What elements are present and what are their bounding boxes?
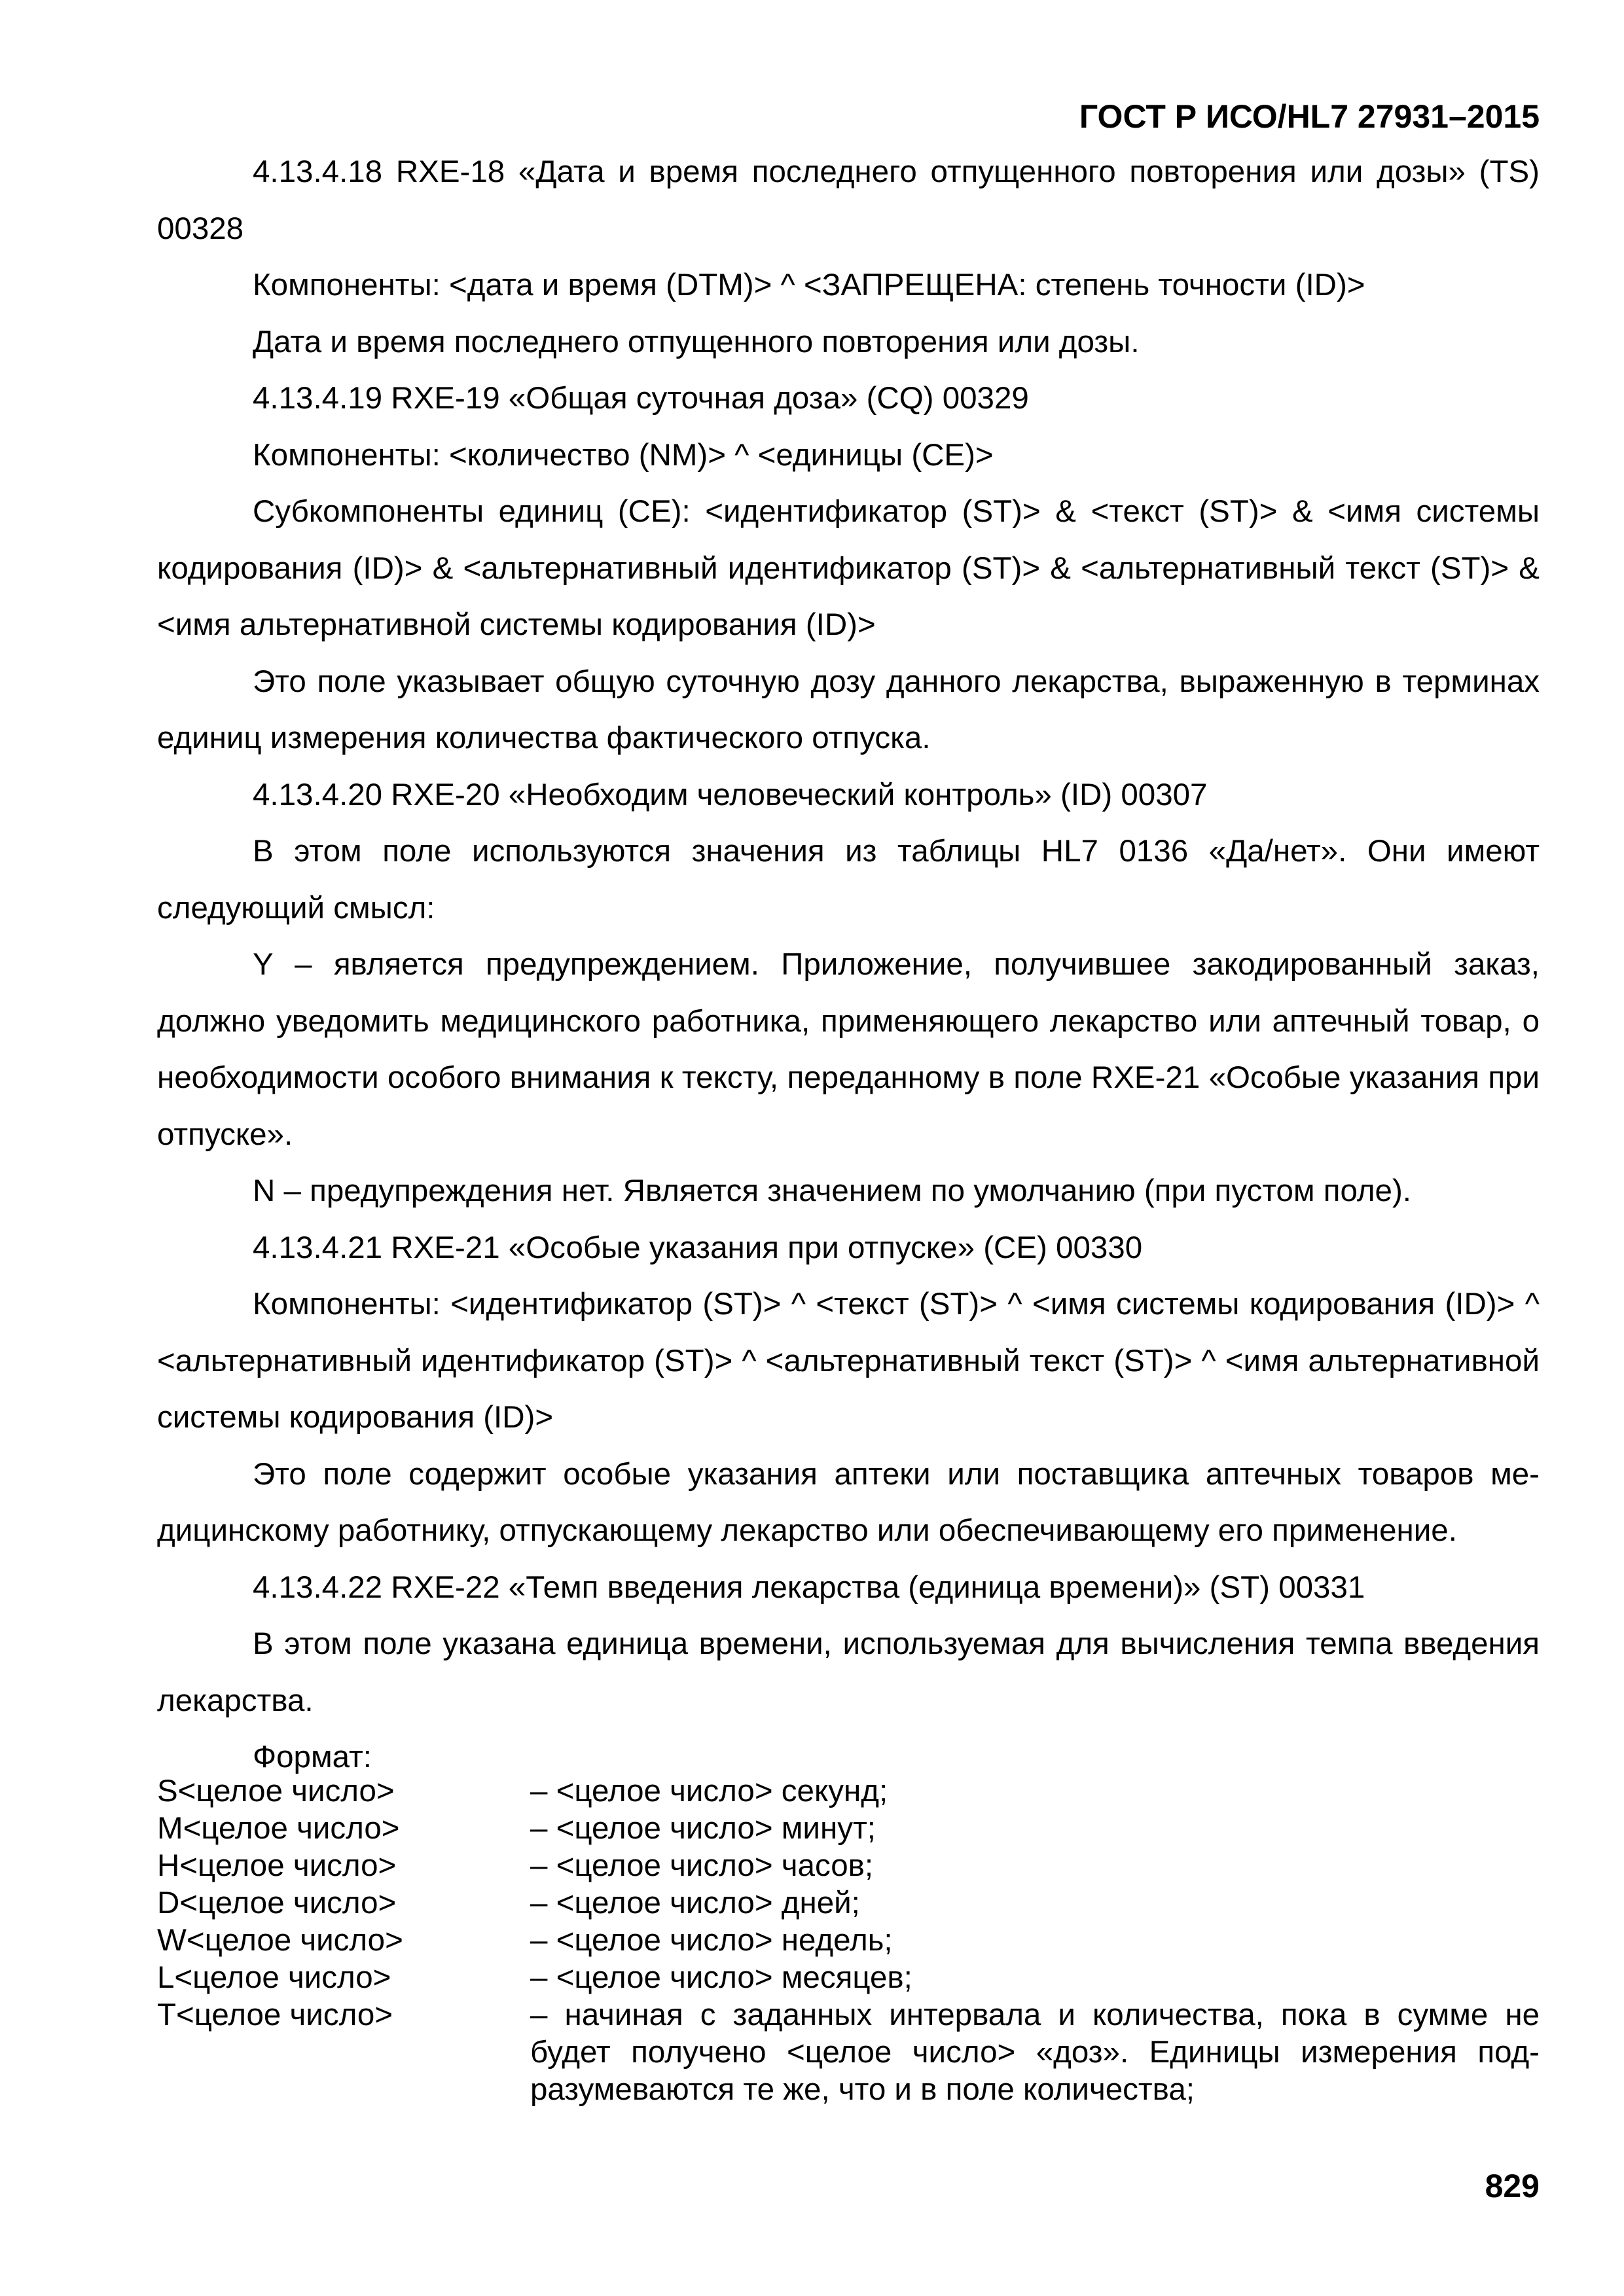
- format-value: – <целое число> недель;: [530, 1923, 893, 1958]
- paragraph: Компоненты: <идентификатор (ST)> ^ <текст (ST)> ^ <имя системы кодирования (ID)> ^ <альтернативный идентификатор (ST)> ^ <альтернативный текст (ST)> ^ <имя альтернативной системы кодирования (ID)>: [157, 1287, 1540, 1435]
- format-key: D<целое число>: [157, 1886, 397, 1920]
- format-key: W<целое число>: [157, 1923, 403, 1958]
- format-value: – <целое число> минут;: [530, 1811, 876, 1846]
- paragraph: Компоненты: <количество (NM)> ^ <единицы (CE)>: [253, 437, 994, 473]
- paragraph: N – предупреждения нет. Является значением по умолчанию (при пустом поле).: [253, 1174, 1411, 1208]
- format-key: S<целое число>: [157, 1774, 395, 1808]
- paragraph: Y – является предупреждением. Приложение, получившее закодированный заказ, должно уведомить медицинского работника, применяющего лекарство или аптечный товар, о необходимости особого внимания к тексту, переданному в поле RXE-21 «Особые указания при отпуске».: [157, 947, 1540, 1152]
- paragraph: Это поле указывает общую суточную дозу данного лекарства, выраженную в терминах единиц измерения количества фактического отпуска.: [157, 664, 1540, 755]
- format-value: – <целое число> месяцев;: [530, 1960, 912, 1995]
- paragraph: Дата и время последнего отпущенного повторения или дозы.: [253, 324, 1140, 359]
- format-value: – <целое число> дней;: [530, 1886, 860, 1920]
- format-label: Формат:: [253, 1740, 372, 1774]
- document-body: [157, 144, 1540, 1786]
- paragraph: Это поле содержит особые указания аптеки или поставщика аптечных товаров медицинскому работнику, отпускающему лекарство или обеспечивающему его применение.: [157, 1456, 1540, 1548]
- format-key: L<целое число>: [157, 1960, 391, 1995]
- paragraph: Компоненты: <дата и время (DTM)> ^ <ЗАПРЕЩЕНА: степень точности (ID)>: [253, 268, 1365, 302]
- list-item: [157, 1884, 1540, 1922]
- format-value: – <целое число> секунд;: [530, 1774, 888, 1808]
- section-heading-rxe-20: 4.13.4.20 RXE-20 «Необходим человеческий контроль» (ID) 00307: [253, 777, 1208, 812]
- list-item: [157, 1810, 1540, 1847]
- section-heading-rxe-21: 4.13.4.21 RXE-21 «Особые указания при отпуске» (CE) 00330: [253, 1230, 1143, 1265]
- format-value: – <целое число> часов;: [530, 1848, 874, 1883]
- section-heading-rxe-22: 4.13.4.22 RXE-22 «Темп введения лекарства (единица времени)» (ST) 00331: [253, 1570, 1365, 1605]
- format-list: [157, 1772, 1540, 2108]
- format-value: – начиная с заданных интервала и количества, пока в сумме не будет получено <целое число> «доз». Единицы измерения подразумеваются те же, что и в поле количества;: [530, 1998, 1540, 2107]
- list-item: [157, 1996, 1540, 2108]
- paragraph: В этом поле указана единица времени, используемая для вычисления темпа введения лекарства.: [157, 1626, 1540, 1718]
- page-number: 829: [1485, 2168, 1540, 2204]
- list-item: [157, 1959, 1540, 1996]
- list-item: [157, 1772, 1540, 1810]
- format-key: M<целое число>: [157, 1811, 400, 1846]
- list-item: [157, 1847, 1540, 1884]
- format-key: T<целое число>: [157, 1998, 393, 2032]
- standard-header: ГОСТ Р ИСО/HL7 27931–2015: [1079, 98, 1540, 135]
- format-key: H<целое число>: [157, 1848, 397, 1883]
- list-item: [157, 1922, 1540, 1959]
- section-heading-rxe-19: 4.13.4.19 RXE-19 «Общая суточная доза» (CQ) 00329: [253, 381, 1029, 416]
- section-heading-rxe-18: 4.13.4.18 RXE-18 «Дата и время последнего отпущенного повторения или дозы» (TS) 00328: [157, 154, 1540, 246]
- paragraph: Субкомпоненты единиц (CE): <идентификатор (ST)> & <текст (ST)> & <имя системы кодирования (ID)> & <альтернативный идентификатор (ST)> & <альтернативный текст (ST)> & <имя альтернативной системы кодирования (ID)>: [157, 494, 1540, 642]
- paragraph: В этом поле используются значения из таблицы HL7 0136 «Да/нет». Они имеют следующий смысл:: [157, 834, 1540, 925]
